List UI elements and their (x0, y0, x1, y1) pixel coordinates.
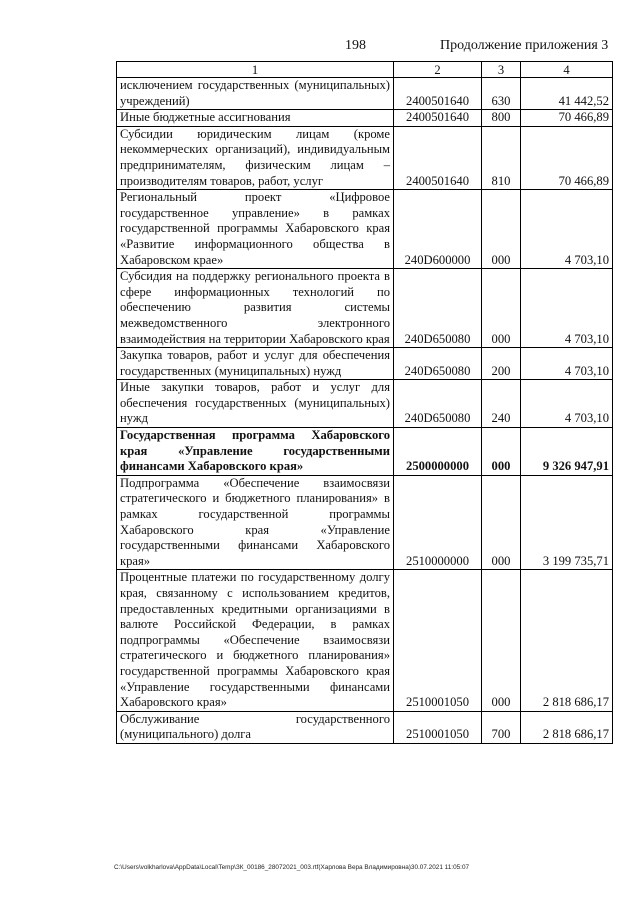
table-row (117, 190, 613, 269)
amount: 3 199 735,71 (521, 475, 613, 570)
amount: 4 703,10 (521, 380, 613, 428)
amount: 4 703,10 (521, 348, 613, 380)
amount: 70 466,89 (521, 126, 613, 189)
target-article-code: 240D650080 (394, 380, 482, 428)
target-article-code: 2510001050 (394, 570, 482, 711)
amount: 70 466,89 (521, 110, 613, 127)
target-article-code: 2500000000 (394, 428, 482, 476)
table-row (117, 711, 613, 743)
page-number: 198 (345, 38, 366, 53)
amount: 4 703,10 (521, 190, 613, 269)
budget-table (116, 61, 613, 744)
table-row (117, 269, 613, 348)
amount: 9 326 947,91 (521, 428, 613, 476)
target-article-code: 2510001050 (394, 711, 482, 743)
row-name: Подпрограмма «Обеспечение взаимосвязи стратегического и бюджетного планирования» в рамках государственной программы Хабаровского края «Управление государственными финансами Хабаровского края» (117, 475, 394, 570)
table-row (117, 570, 613, 711)
expense-type-code: 630 (482, 78, 521, 110)
column-header-2: 2 (394, 62, 482, 78)
row-name: Государственная программа Хабаровского края «Управление государственными финансами Хабаровского края» (117, 428, 394, 476)
target-article-code: 240D600000 (394, 190, 482, 269)
expense-type-code: 000 (482, 428, 521, 476)
expense-type-code: 800 (482, 110, 521, 127)
expense-type-code: 000 (482, 475, 521, 570)
expense-type-code: 240 (482, 380, 521, 428)
column-header-4: 4 (521, 62, 613, 78)
target-article-code: 2400501640 (394, 126, 482, 189)
expense-type-code: 700 (482, 711, 521, 743)
row-name: Иные бюджетные ассигнования (117, 110, 394, 127)
amount: 4 703,10 (521, 269, 613, 348)
column-number-row (117, 62, 613, 78)
table-row (117, 78, 613, 110)
row-name: Иные закупки товаров, работ и услуг для обеспечения государственных (муниципальных) нужд (117, 380, 394, 428)
row-name: Региональный проект «Цифровое государственное управление» в рамках государственной программы Хабаровского края «Развитие информационного общества в Хабаровском крае» (117, 190, 394, 269)
row-name: Субсидия на поддержку регионального проекта в сфере информационных технологий по обеспечению развития системы межведомственного электронного взаимодействия на территории Хабаровского края (117, 269, 394, 348)
row-name: Закупка товаров, работ и услуг для обеспечения государственных (муниципальных) нужд (117, 348, 394, 380)
row-name: исключением государственных (муниципальных) учреждений) (117, 78, 394, 110)
expense-type-code: 200 (482, 348, 521, 380)
expense-type-code: 810 (482, 126, 521, 189)
target-article-code: 2400501640 (394, 78, 482, 110)
row-name: Субсидии юридическим лицам (кроме некоммерческих организаций), индивидуальным предпринимателям, физическим лицам – производителям товаров, работ, услуг (117, 126, 394, 189)
amount: 2 818 686,17 (521, 570, 613, 711)
table-row (117, 110, 613, 127)
target-article-code: 2400501640 (394, 110, 482, 127)
column-header-3: 3 (482, 62, 521, 78)
file-path-footer: C:\Users\volkharlova\AppData\Local\Temp\ЗК_00186_28072021_003.rtf(Харлова Вера Владимировна)30.07.2021 11:05:07 (114, 864, 470, 871)
expense-type-code: 000 (482, 570, 521, 711)
table-row (117, 348, 613, 380)
target-article-code: 2510000000 (394, 475, 482, 570)
table-row (117, 428, 613, 476)
column-header-1: 1 (117, 62, 394, 78)
table-row (117, 126, 613, 189)
amount: 41 442,52 (521, 78, 613, 110)
row-name: Процентные платежи по государственному долгу края, связанному с использованием кредитов, предоставленных кредитными организациями в валюте Российской Федерации, в рамках подпрограммы «Обеспечение взаимосвязи стратегического и бюджетного планирования» государственной программы Хабаровского края «Управление государственными финансами Хабаровского края» (117, 570, 394, 711)
appendix-continuation: Продолжение приложения 3 (440, 38, 609, 53)
page-header (0, 38, 640, 58)
target-article-code: 240D650080 (394, 348, 482, 380)
expense-type-code: 000 (482, 190, 521, 269)
table-body (117, 78, 613, 744)
table-row (117, 380, 613, 428)
target-article-code: 240D650080 (394, 269, 482, 348)
expense-type-code: 000 (482, 269, 521, 348)
row-name: Обслуживание государственного (муниципального) долга (117, 711, 394, 743)
table-row (117, 475, 613, 570)
amount: 2 818 686,17 (521, 711, 613, 743)
